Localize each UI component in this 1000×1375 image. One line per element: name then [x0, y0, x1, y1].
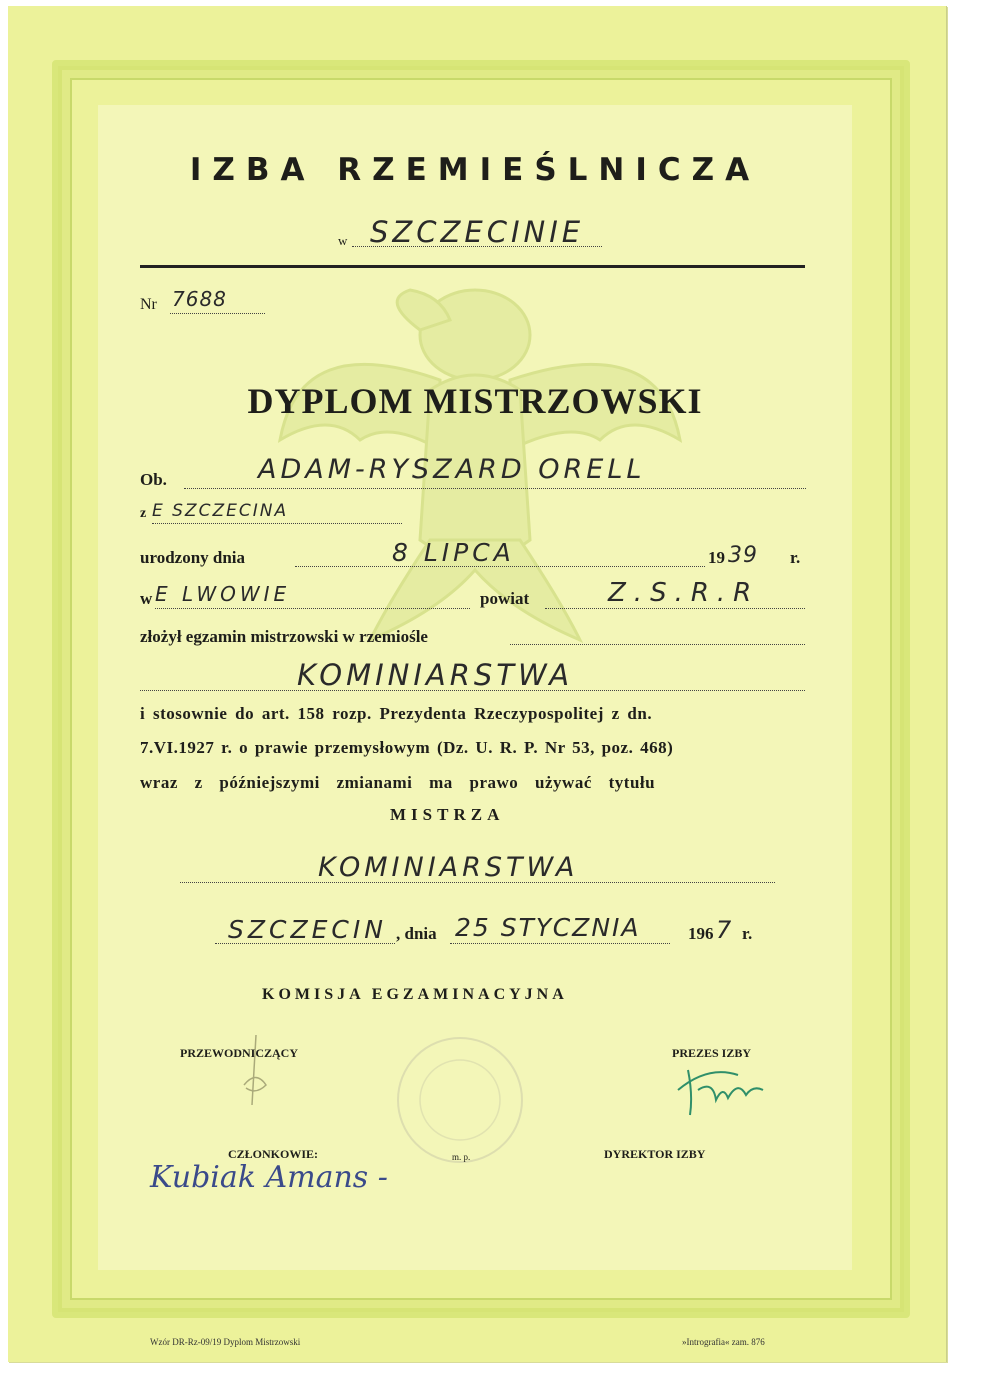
number-dotted-line — [170, 313, 265, 314]
number-label: Nr — [140, 296, 157, 313]
craft-dotted-line — [140, 690, 805, 691]
chairman-label: PRZEWODNICZĄCY — [180, 1046, 299, 1060]
from-handwritten: E SZCZECINA — [152, 501, 289, 521]
born-date-handwritten: 8 LIPCA — [392, 538, 515, 567]
place-prefix: w — [140, 589, 153, 608]
date-year-abbr: r. — [742, 924, 753, 943]
footer-printer: »Intrografia« zam. 876 — [682, 1337, 765, 1347]
date-day-handwritten: 25 STYCZNIA — [455, 913, 641, 942]
title-granted: MISTRZA — [390, 805, 505, 824]
chamber-title: IZBA RZEMIEŚLNICZA — [189, 152, 761, 188]
date-year-prefix: 196 — [688, 924, 714, 943]
born-dotted-line — [295, 566, 705, 567]
date-day-label: , dnia — [396, 924, 437, 943]
born-year-handwritten: 39 — [728, 543, 758, 568]
from-prefix: z — [140, 506, 147, 521]
legal-line-2: 7.VI.1927 r. o prawie przemysłowym (Dz. U. R. P. Nr 53, poz. 468) — [140, 738, 674, 757]
stamp-seal-icon — [390, 1030, 530, 1170]
date-year-handwritten: 7 — [716, 916, 736, 944]
born-label: urodzony dnia — [140, 548, 246, 567]
seal-label: m. p. — [452, 1152, 471, 1162]
district-handwritten: Z.S.R.R — [608, 578, 760, 608]
district-dotted-line — [545, 608, 805, 609]
president-label: PREZES IZBY — [672, 1046, 752, 1060]
diploma-heading: DYPLOM MISTRZOWSKI — [247, 381, 703, 421]
craft-handwritten: KOMINIARSTWA — [297, 658, 574, 692]
born-year-prefix: 19 — [708, 548, 725, 567]
header-rule — [140, 265, 805, 268]
exam-text: złożył egzamin mistrzowski w rzemiośle — [140, 627, 428, 646]
legal-line-3: wraz z późniejszymi zmianami ma prawo używać tytułu — [140, 773, 656, 792]
name-dotted-line — [184, 488, 806, 489]
exam-dotted-line — [510, 644, 805, 645]
ob-label: Ob. — [140, 470, 167, 489]
number-value: 7688 — [172, 287, 227, 311]
director-label: DYREKTOR IZBY — [604, 1147, 706, 1161]
date-day-dotted-line — [450, 943, 670, 944]
title-craft-dotted-line — [180, 882, 775, 883]
chairman-signature-icon — [226, 1030, 286, 1110]
district-label: powiat — [480, 589, 530, 608]
city-dotted-line — [352, 246, 602, 247]
legal-line-1: i stosownie do art. 158 rozp. Prezydenta Rzeczypospolitej z dn. — [140, 704, 653, 723]
president-signature-icon — [668, 1060, 778, 1120]
members-label: CZŁONKOWIE: — [228, 1147, 319, 1161]
city-handwritten: SZCZECINIE — [370, 215, 585, 249]
date-place-handwritten: SZCZECIN — [228, 915, 387, 944]
place-handwritten: E LWOWIE — [155, 582, 291, 606]
place-dotted-line — [155, 608, 470, 609]
name-handwritten: ADAM-RYSZARD ORELL — [258, 454, 646, 485]
commission-heading: KOMISJA EGZAMINACYJNA — [262, 986, 568, 1003]
city-prefix: w — [338, 233, 348, 248]
from-dotted-line — [152, 523, 402, 524]
born-year-abbr: r. — [790, 548, 801, 567]
title-craft-handwritten: KOMINIARSTWA — [318, 852, 579, 883]
members-signature: Kubiak Amans - — [150, 1160, 388, 1195]
footer-form-number: Wzór DR-Rz-09/19 Dyplom Mistrzowski — [150, 1337, 301, 1347]
date-place-dotted-line — [215, 943, 395, 944]
